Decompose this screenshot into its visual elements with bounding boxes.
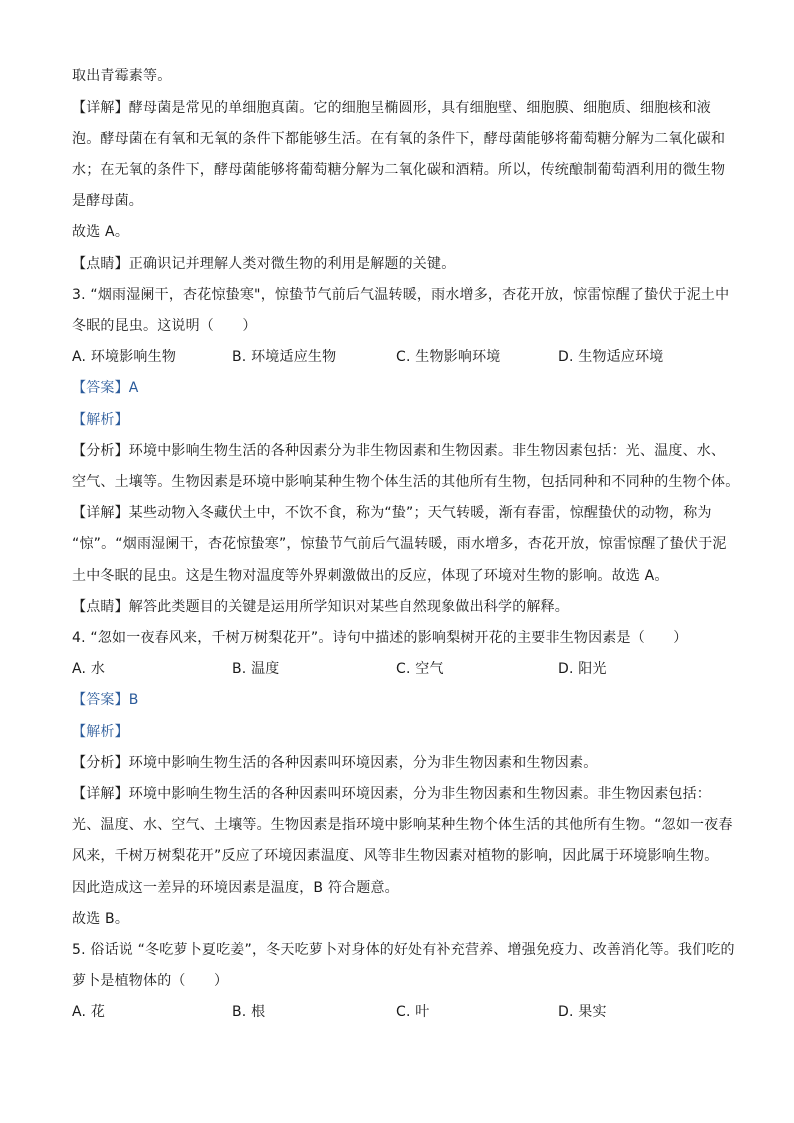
conclusion-line: 故选 B。 xyxy=(72,911,130,927)
analysis-label: 【解析】 xyxy=(72,724,129,740)
answer-label: 【答案】A xyxy=(72,380,139,396)
question-4-options xyxy=(72,659,732,679)
answer-label: 【答案】B xyxy=(72,692,139,708)
q3-option-b: B. 环境适应生物 xyxy=(232,349,337,365)
text-line: 取出青霉素等。 xyxy=(72,68,172,84)
text-line: “惊”。“烟雨湿阑干，杏花惊蛰寒”，惊蛰节气前后气温转暖，雨水增多，杏花开放，惊雷惊醒了蛰伏于泥 xyxy=(72,536,727,552)
tip-line: 【点睛】解答此类题目的关键是运用所学知识对某些自然现象做出科学的解释。 xyxy=(72,599,569,615)
q4-option-c: C. 空气 xyxy=(396,661,444,677)
q5-option-a: A. 花 xyxy=(72,1004,106,1020)
q3-option-d: D. 生物适应环境 xyxy=(558,349,664,365)
text-line: 光、温度、水、空气、土壤等。生物因素是指环境中影响某种生物个体生活的其他所有生物。“忽如一夜春 xyxy=(72,817,733,833)
text-line: 【分析】环境中影响生物生活的各种因素叫环境因素，分为非生物因素和生物因素。 xyxy=(72,755,598,771)
text-line: 水；在无氧的条件下，酵母菌能够将葡萄糖分解为二氧化碳和酒精。所以，传统酿制葡萄酒利用的微生物 xyxy=(72,162,726,178)
question-5-line-2: 萝卜是植物体的（ ） xyxy=(72,973,229,989)
q5-option-d: D. 果实 xyxy=(558,1004,607,1020)
question-5-options xyxy=(72,1002,732,1022)
text-line: 【分析】环境中影响生物生活的各种因素分为非生物因素和生物因素。非生物因素包括：光、温度、水、 xyxy=(72,443,726,459)
analysis-label: 【解析】 xyxy=(72,412,129,428)
text-line: 空气、土壤等。生物因素是环境中影响某种生物个体生活的其他所有生物，包括同种和不同种的生物个体。 xyxy=(72,474,740,490)
question-3-line-2: 冬眠的昆虫。这说明（ ） xyxy=(72,318,257,334)
text-line: 【详解】环境中影响生物生活的各种因素叫环境因素，分为非生物因素和生物因素。非生物因素包括： xyxy=(72,786,711,802)
question-4-line: 4. “忽如一夜春风来，千树万树梨花开”。诗句中描述的影响梨树开花的主要非生物因素是（ ） xyxy=(72,630,688,646)
q4-option-b: B. 温度 xyxy=(232,661,280,677)
text-line: 因此造成这一差异的环境因素是温度，B 符合题意。 xyxy=(72,880,399,896)
q4-option-a: A. 水 xyxy=(72,661,106,677)
q3-option-a: A. 环境影响生物 xyxy=(72,349,177,365)
q3-option-c: C. 生物影响环境 xyxy=(396,349,501,365)
text-line: 风来，千树万树梨花开”反应了环境因素温度、风等非生物因素对植物的影响，因此属于环境影响生物。 xyxy=(72,848,719,864)
text-line: 是酵母菌。 xyxy=(72,193,143,209)
detail-paragraph-line: 【详解】酵母菌是常见的单细胞真菌。它的细胞呈椭圆形，具有细胞壁、细胞膜、细胞质、细胞核和液 xyxy=(72,100,711,116)
text-line: 【详解】某些动物入冬藏伏土中，不饮不食，称为“蛰”；天气转暖，渐有春雷，惊醒蛰伏的动物，称为 xyxy=(72,505,712,521)
q5-option-b: B. 根 xyxy=(232,1004,266,1020)
q4-option-d: D. 阳光 xyxy=(558,661,607,677)
tip-line: 【点睛】正确识记并理解人类对微生物的利用是解题的关键。 xyxy=(72,256,456,272)
conclusion-line: 故选 A。 xyxy=(72,224,130,240)
text-line: 土中冬眠的昆虫。这是生物对温度等外界刺激做出的反应，体现了环境对生物的影响。故选 A。 xyxy=(72,568,669,584)
question-3-options xyxy=(72,347,732,367)
text-line: 泡。酵母菌在有氧和无氧的条件下都能够生活。在有氧的条件下，酵母菌能够将葡萄糖分解为二氧化碳和 xyxy=(72,131,726,147)
question-3-line-1: 3. “烟雨湿阑干，杏花惊蛰寒"，惊蛰节气前后气温转暖，雨水增多，杏花开放，惊雷惊醒了蛰伏于泥土中 xyxy=(72,287,730,303)
question-5-line-1: 5. 俗话说 “冬吃萝卜夏吃姜”，冬天吃萝卜对身体的好处有补充营养、增强免疫力、改善消化等。我们吃的 xyxy=(72,942,735,958)
q5-option-c: C. 叶 xyxy=(396,1004,430,1020)
